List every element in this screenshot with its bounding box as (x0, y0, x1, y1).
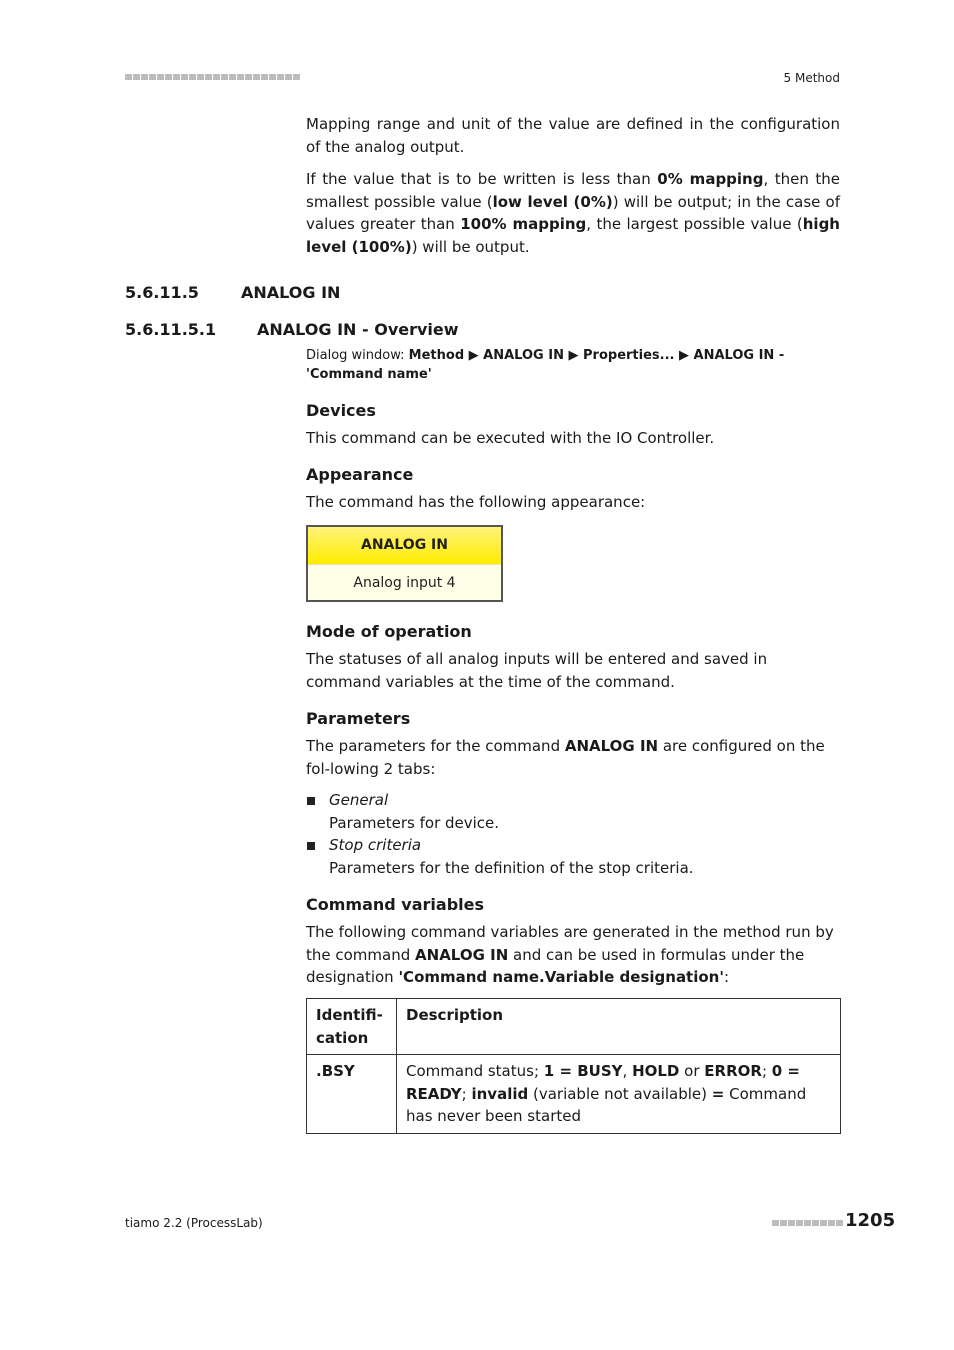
footer-product: tiamo 2.2 (ProcessLab) (125, 1216, 263, 1230)
subsection-heading (125, 320, 459, 339)
variables-table (306, 998, 841, 1134)
section-heading (125, 283, 340, 302)
section-number: 5.6.11.5 (125, 283, 199, 302)
list-item-name: General (329, 791, 389, 809)
footer-decoration (772, 1219, 843, 1226)
page-number: 1205 (845, 1210, 896, 1231)
devices-heading: Devices (306, 401, 376, 420)
table-header-id: Identifi-cation (307, 999, 397, 1055)
header-decoration (125, 72, 307, 82)
table-header-description: Description (397, 999, 841, 1055)
table-header-row (307, 999, 841, 1055)
chapter-title: 5 Method (783, 71, 840, 85)
command-box-label: Analog input 4 (353, 575, 456, 591)
devices-text: This command can be executed with the IO Controller. (306, 429, 715, 447)
variables-heading: Command variables (306, 895, 484, 914)
command-box (306, 525, 503, 602)
section-title: ANALOG IN (241, 283, 341, 302)
table-cell-id: .BSY (307, 1055, 397, 1134)
bullet-icon (307, 842, 315, 850)
bullet-icon (307, 797, 315, 805)
dialog-path: Dialog window: Method ▶ ANALOG IN ▶ Properties... ▶ ANALOG IN - 'Command name' (306, 348, 785, 382)
list-item-desc: Parameters for the definition of the stop criteria. (329, 859, 694, 877)
command-box-title: ANALOG IN (308, 527, 501, 565)
list-item-name: Stop criteria (329, 836, 422, 854)
subsection-title: ANALOG IN - Overview (257, 320, 459, 339)
mode-heading: Mode of operation (306, 622, 472, 641)
list-item-desc: Parameters for device. (329, 814, 500, 832)
intro-paragraph-1: Mapping range and unit of the value are defined in the configuration of the analog output. (306, 115, 840, 156)
table-cell-description: Command status; 1 = BUSY, HOLD or ERROR; 0 = READY; invalid (variable not available) = Command has never been started (397, 1055, 841, 1134)
table-row (307, 1055, 841, 1134)
appearance-text: The command has the following appearance: (306, 493, 646, 511)
parameters-heading: Parameters (306, 709, 411, 728)
subsection-number: 5.6.11.5.1 (125, 320, 217, 339)
parameters-text: The parameters for the command ANALOG IN are configured on the fol-lowing 2 tabs: (306, 737, 825, 778)
appearance-heading: Appearance (306, 465, 414, 484)
mode-text: The statuses of all analog inputs will be entered and saved in command variables at the time of the command. (306, 650, 768, 691)
intro-paragraph-2: If the value that is to be written is less than 0% mapping, then the smallest possible value (low level (0%)) will be output; in the case of values greater than 100% mapping, the largest possible value (high level (100%)) will be output. (306, 170, 840, 256)
variables-text: The following command variables are generated in the method run by the command ANALOG IN and can be used in formulas under the designation 'Command name.Variable designation': (306, 923, 834, 986)
